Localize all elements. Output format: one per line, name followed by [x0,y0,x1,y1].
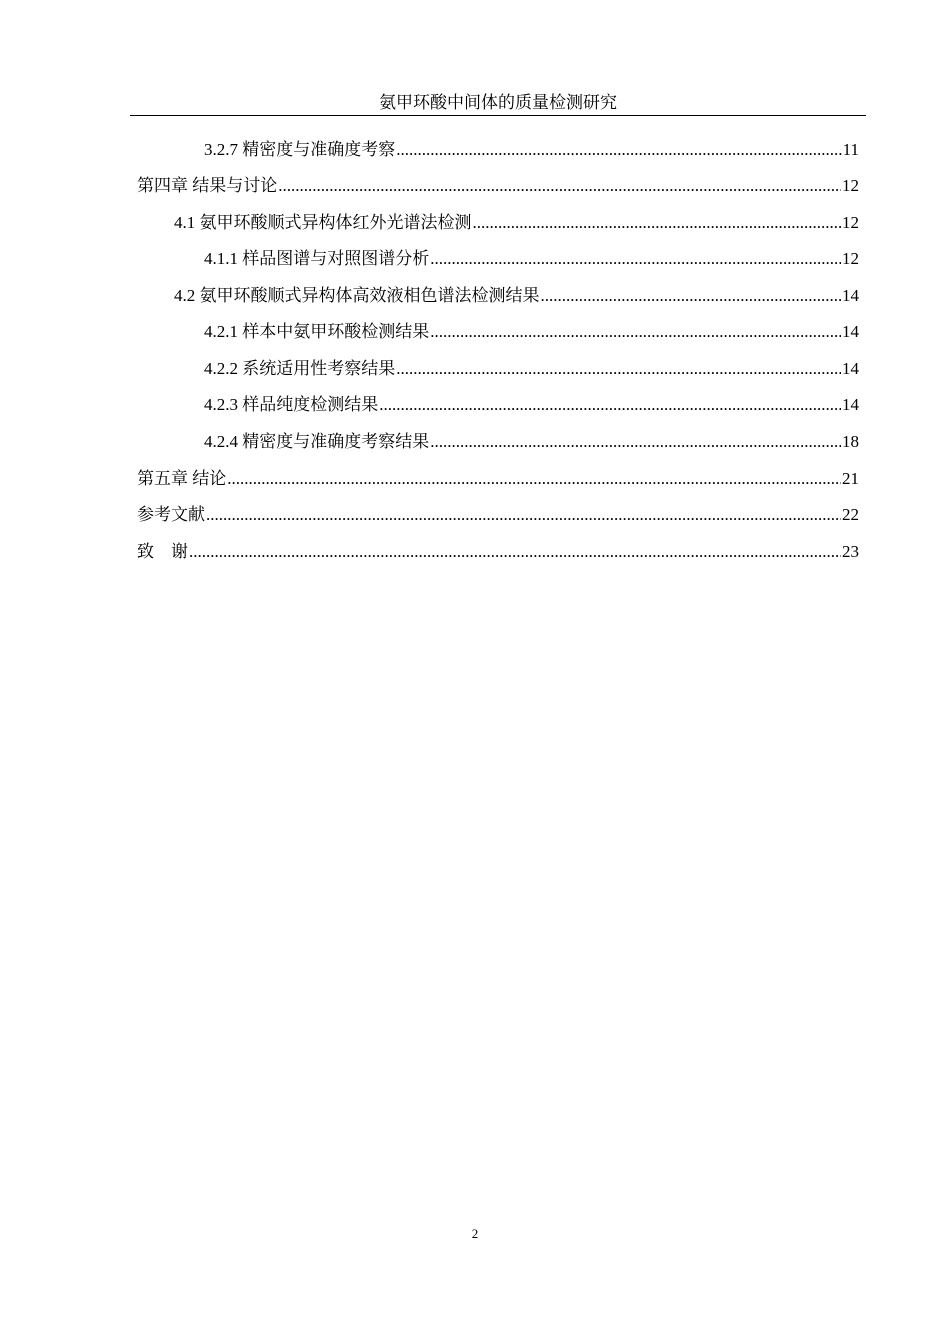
toc-entry-page: 21 [842,469,859,488]
toc-entry-title: 参考文献 [137,505,205,524]
toc-entry-title: 3.2.7 精密度与准确度考察 [204,140,396,159]
toc-entry-acknowledgements[interactable] [137,540,859,564]
dot-leader [206,503,841,527]
toc-entry-4-2[interactable] [174,284,859,308]
dot-leader [189,540,841,564]
toc-entry-page: 14 [842,395,859,414]
running-header: 氨甲环酸中间体的质量检测研究 [379,93,617,112]
toc-entry-4-2-4[interactable] [204,430,859,454]
toc-entry-title: 第五章 结论 [137,469,227,488]
toc-entry-page: 23 [842,542,859,561]
dot-leader [430,247,841,271]
toc-entry-chapter-5[interactable] [137,467,859,491]
toc-entry-title: 4.1 氨甲环酸顺式异构体红外光谱法检测 [174,213,472,232]
toc-entry-title: 第四章 结果与讨论 [137,176,278,195]
toc-entry-title: 致 谢 [137,542,188,561]
toc-entry-page: 14 [842,286,859,305]
dot-leader [541,284,842,308]
page-number: 2 [471,1226,479,1241]
dot-leader [379,393,841,417]
toc-entry-4-2-1[interactable] [204,320,859,344]
toc-entry-title: 4.2.4 精密度与准确度考察结果 [204,432,430,451]
dot-leader [396,138,841,162]
toc-entry-title: 4.2.1 样本中氨甲环酸检测结果 [204,322,430,341]
toc-entry-page: 14 [842,322,859,341]
toc-entry-page: 12 [842,249,859,268]
toc-entry-page: 18 [842,432,859,451]
toc-entry-page: 22 [842,505,859,524]
toc-entry-page: 11 [842,140,859,159]
toc-entry-references[interactable] [137,503,859,527]
dot-leader [430,430,841,454]
toc-entry-3-2-7[interactable] [204,138,859,162]
toc-entry-4-2-2[interactable] [204,357,859,381]
toc-entry-4-1[interactable] [174,211,859,235]
table-of-contents [0,0,950,600]
dot-leader [430,320,841,344]
toc-entry-page: 12 [842,213,859,232]
dot-leader [396,357,841,381]
toc-entry-page: 14 [842,359,859,378]
toc-entry-4-1-1[interactable] [204,247,859,271]
dot-leader [227,467,841,491]
toc-entry-page: 12 [842,176,859,195]
toc-entry-title: 4.2.3 样品纯度检测结果 [204,395,379,414]
dot-leader [278,174,841,198]
dot-leader [473,211,842,235]
toc-entry-title: 4.2.2 系统适用性考察结果 [204,359,396,378]
toc-entry-4-2-3[interactable] [204,393,859,417]
toc-entry-title: 4.2 氨甲环酸顺式异构体高效液相色谱法检测结果 [174,286,540,305]
toc-entry-chapter-4[interactable] [137,174,859,198]
toc-entry-title: 4.1.1 样品图谱与对照图谱分析 [204,249,430,268]
